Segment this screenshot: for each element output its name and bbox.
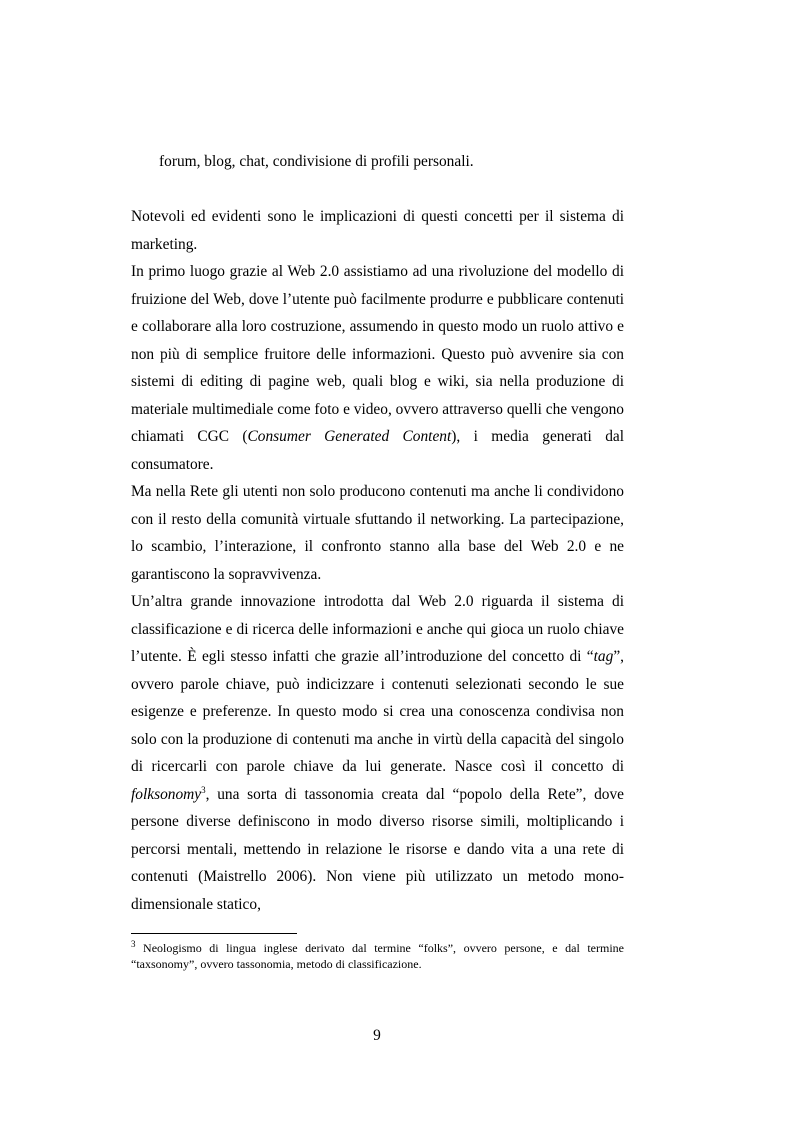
- footnote-reference: 3: [201, 784, 206, 795]
- tag-italic-term: tag: [593, 648, 614, 665]
- footnote-number: 3: [131, 939, 136, 949]
- body-text: [131, 203, 624, 918]
- cgc-italic-term: Consumer Generated Content: [247, 428, 452, 445]
- paragraph-fruizione-text-a: In primo luogo grazie al Web 2.0 assistiamo ad una rivoluzione del modello di fruizione del Web, dove l’utente può facilmente produrre e pubblicare contenuti e collaborare alla loro costruzione, assumendo in questo modo un ruolo attivo e non più di semplice fruitore delle informazioni. Questo può avvenire sia con sistemi di editing di pagine web, quali blog e wiki, sia nella produzione di materiale multimediale come foto e video, ovvero attraverso quelli che vengono chiamati CGC (: [131, 263, 624, 445]
- page-number: 9: [373, 1027, 381, 1044]
- footnote: [131, 940, 624, 972]
- footnote-divider: [131, 933, 297, 934]
- paragraph-classificazione-text-a: Un’altra grande innovazione introdotta dal Web 2.0 riguarda il sistema di classificazione e di ricerca delle informazioni e anche qui gioca un ruolo chiave l’utente. È egli stesso infatti che grazie all’introduzione del concetto di “: [131, 593, 624, 665]
- paragraph-classificazione: [131, 588, 624, 918]
- paragraph-marketing: Notevoli ed evidenti sono le implicazioni di questi concetti per il sistema di marketing.: [131, 208, 624, 253]
- folksonomy-italic-term: folksonomy: [131, 785, 202, 803]
- paragraph-classificazione-text-c: , una sorta di tassonomia creata dal “popolo della Rete”, dove persone diverse definiscono in modo diverso risorse simili, moltiplicando i percorsi mentali, mettendo in relazione le risorse e dando vita a una rete di contenuti (Maistrello 2006). Non viene più utilizzato un metodo mono-dimensionale statico,: [131, 785, 624, 913]
- paragraph-fruizione: [131, 258, 624, 478]
- continuation-paragraph: forum, blog, chat, condivisione di profili personali.: [159, 153, 474, 170]
- paragraph-classificazione-text-b: ”, ovvero parole chiave, può indicizzare i contenuti selezionati secondo le sue esigenze e preferenze. In questo modo si crea una conoscenza condivisa non solo con la produzione di contenuti ma anche in virtù della capacità del singolo di ricercarli con parole chiave da lui generate. Nasce così il concetto di: [131, 648, 624, 775]
- paragraph-networking: Ma nella Rete gli utenti non solo producono contenuti ma anche li condividono con il resto della comunità virtuale sfuttando il networking. La partecipazione, lo scambio, l’interazione, il confronto stanno alla base del Web 2.0 e ne garantiscono la sopravvivenza.: [131, 483, 624, 583]
- footnote-text: Neologismo di lingua inglese derivato dal termine “folks”, ovvero persone, e dal termine “taxsonomy”, ovvero tassonomia, metodo di classificazione.: [131, 941, 624, 971]
- paragraph-fruizione-text-b: ), i media generati dal consumatore.: [131, 428, 624, 473]
- continuation-block: [131, 148, 624, 176]
